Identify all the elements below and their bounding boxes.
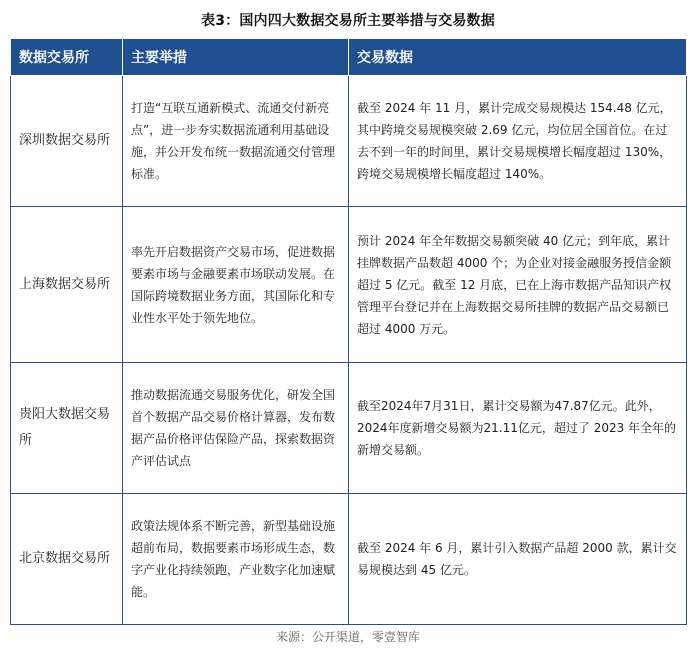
measures-cell: 打造“互联互通新模式、流通交付新亮点”，进一步夯实数据流通利用基础设施，并公开发布统一数据流通交付管理标准。 bbox=[123, 76, 349, 207]
trade-data-cell: 截至 2024 年 6 月，累计引入数据产品超 2000 款，累计交易规模达到 45 亿元。 bbox=[349, 494, 687, 625]
measures-cell: 政策法规体系不断完善，新型基础设施超前布局，数据要素市场形成生态，数字产业化持续领跑，产业数字化加速赋能。 bbox=[123, 494, 349, 625]
exchange-name-cell: 北京数据交易所 bbox=[11, 494, 123, 625]
measures-cell: 率先开启数据资产交易市场，促进数据要素市场与金融要素市场联动发展。在国际跨境数据业务方面，其国际化和专业性水平处于领先地位。 bbox=[123, 207, 349, 363]
source-note: 来源：公开渠道，零壹智库 bbox=[275, 630, 420, 644]
table-row bbox=[11, 76, 687, 207]
exchange-name-cell: 上海数据交易所 bbox=[11, 207, 123, 363]
header-trade-data: 交易数据 bbox=[349, 39, 687, 76]
trade-data-cell: 预计 2024 年全年数据交易额突破 40 亿元；到年底，累计挂牌数据产品数超 4000 个；为企业对接金融服务授信金额超过 5 亿元。截至 12 月底，已在上海市数据产品知识产权管理平台登记并在上海数据交易所挂牌的数据产品交易额已超过 4000 万元。 bbox=[349, 207, 687, 363]
table-header-row bbox=[11, 39, 687, 76]
trade-data-cell: 截至 2024 年 11 月，累计完成交易规模达 154.48 亿元，其中跨境交易规模突破 2.69 亿元，均位居全国首位。在过去不到一年的时间里，累计交易规模增长幅度超过 130%，跨境交易规模增长幅度超过 140%。 bbox=[349, 76, 687, 207]
header-exchange: 数据交易所 bbox=[11, 39, 123, 76]
table-title: 表3：国内四大数据交易所主要举措与交易数据 bbox=[201, 13, 495, 29]
trade-data-cell: 截至2024年7月31日，累计交易额为47.87亿元。此外，2024年度新增交易额为21.11亿元，超过了 2023 年全年的新增交易额。 bbox=[349, 363, 687, 494]
exchange-name-cell: 贵阳大数据交易所 bbox=[11, 363, 123, 494]
table-row bbox=[11, 363, 687, 494]
exchange-table bbox=[10, 38, 687, 625]
table-row bbox=[11, 207, 687, 363]
header-measures: 主要举措 bbox=[123, 39, 349, 76]
exchange-name-cell: 深圳数据交易所 bbox=[11, 76, 123, 207]
table-row bbox=[11, 494, 687, 625]
measures-cell: 推动数据流通交易服务优化，研发全国首个数据产品交易价格计算器，发布数据产品价格评估保险产品，探索数据资产评估试点 bbox=[123, 363, 349, 494]
